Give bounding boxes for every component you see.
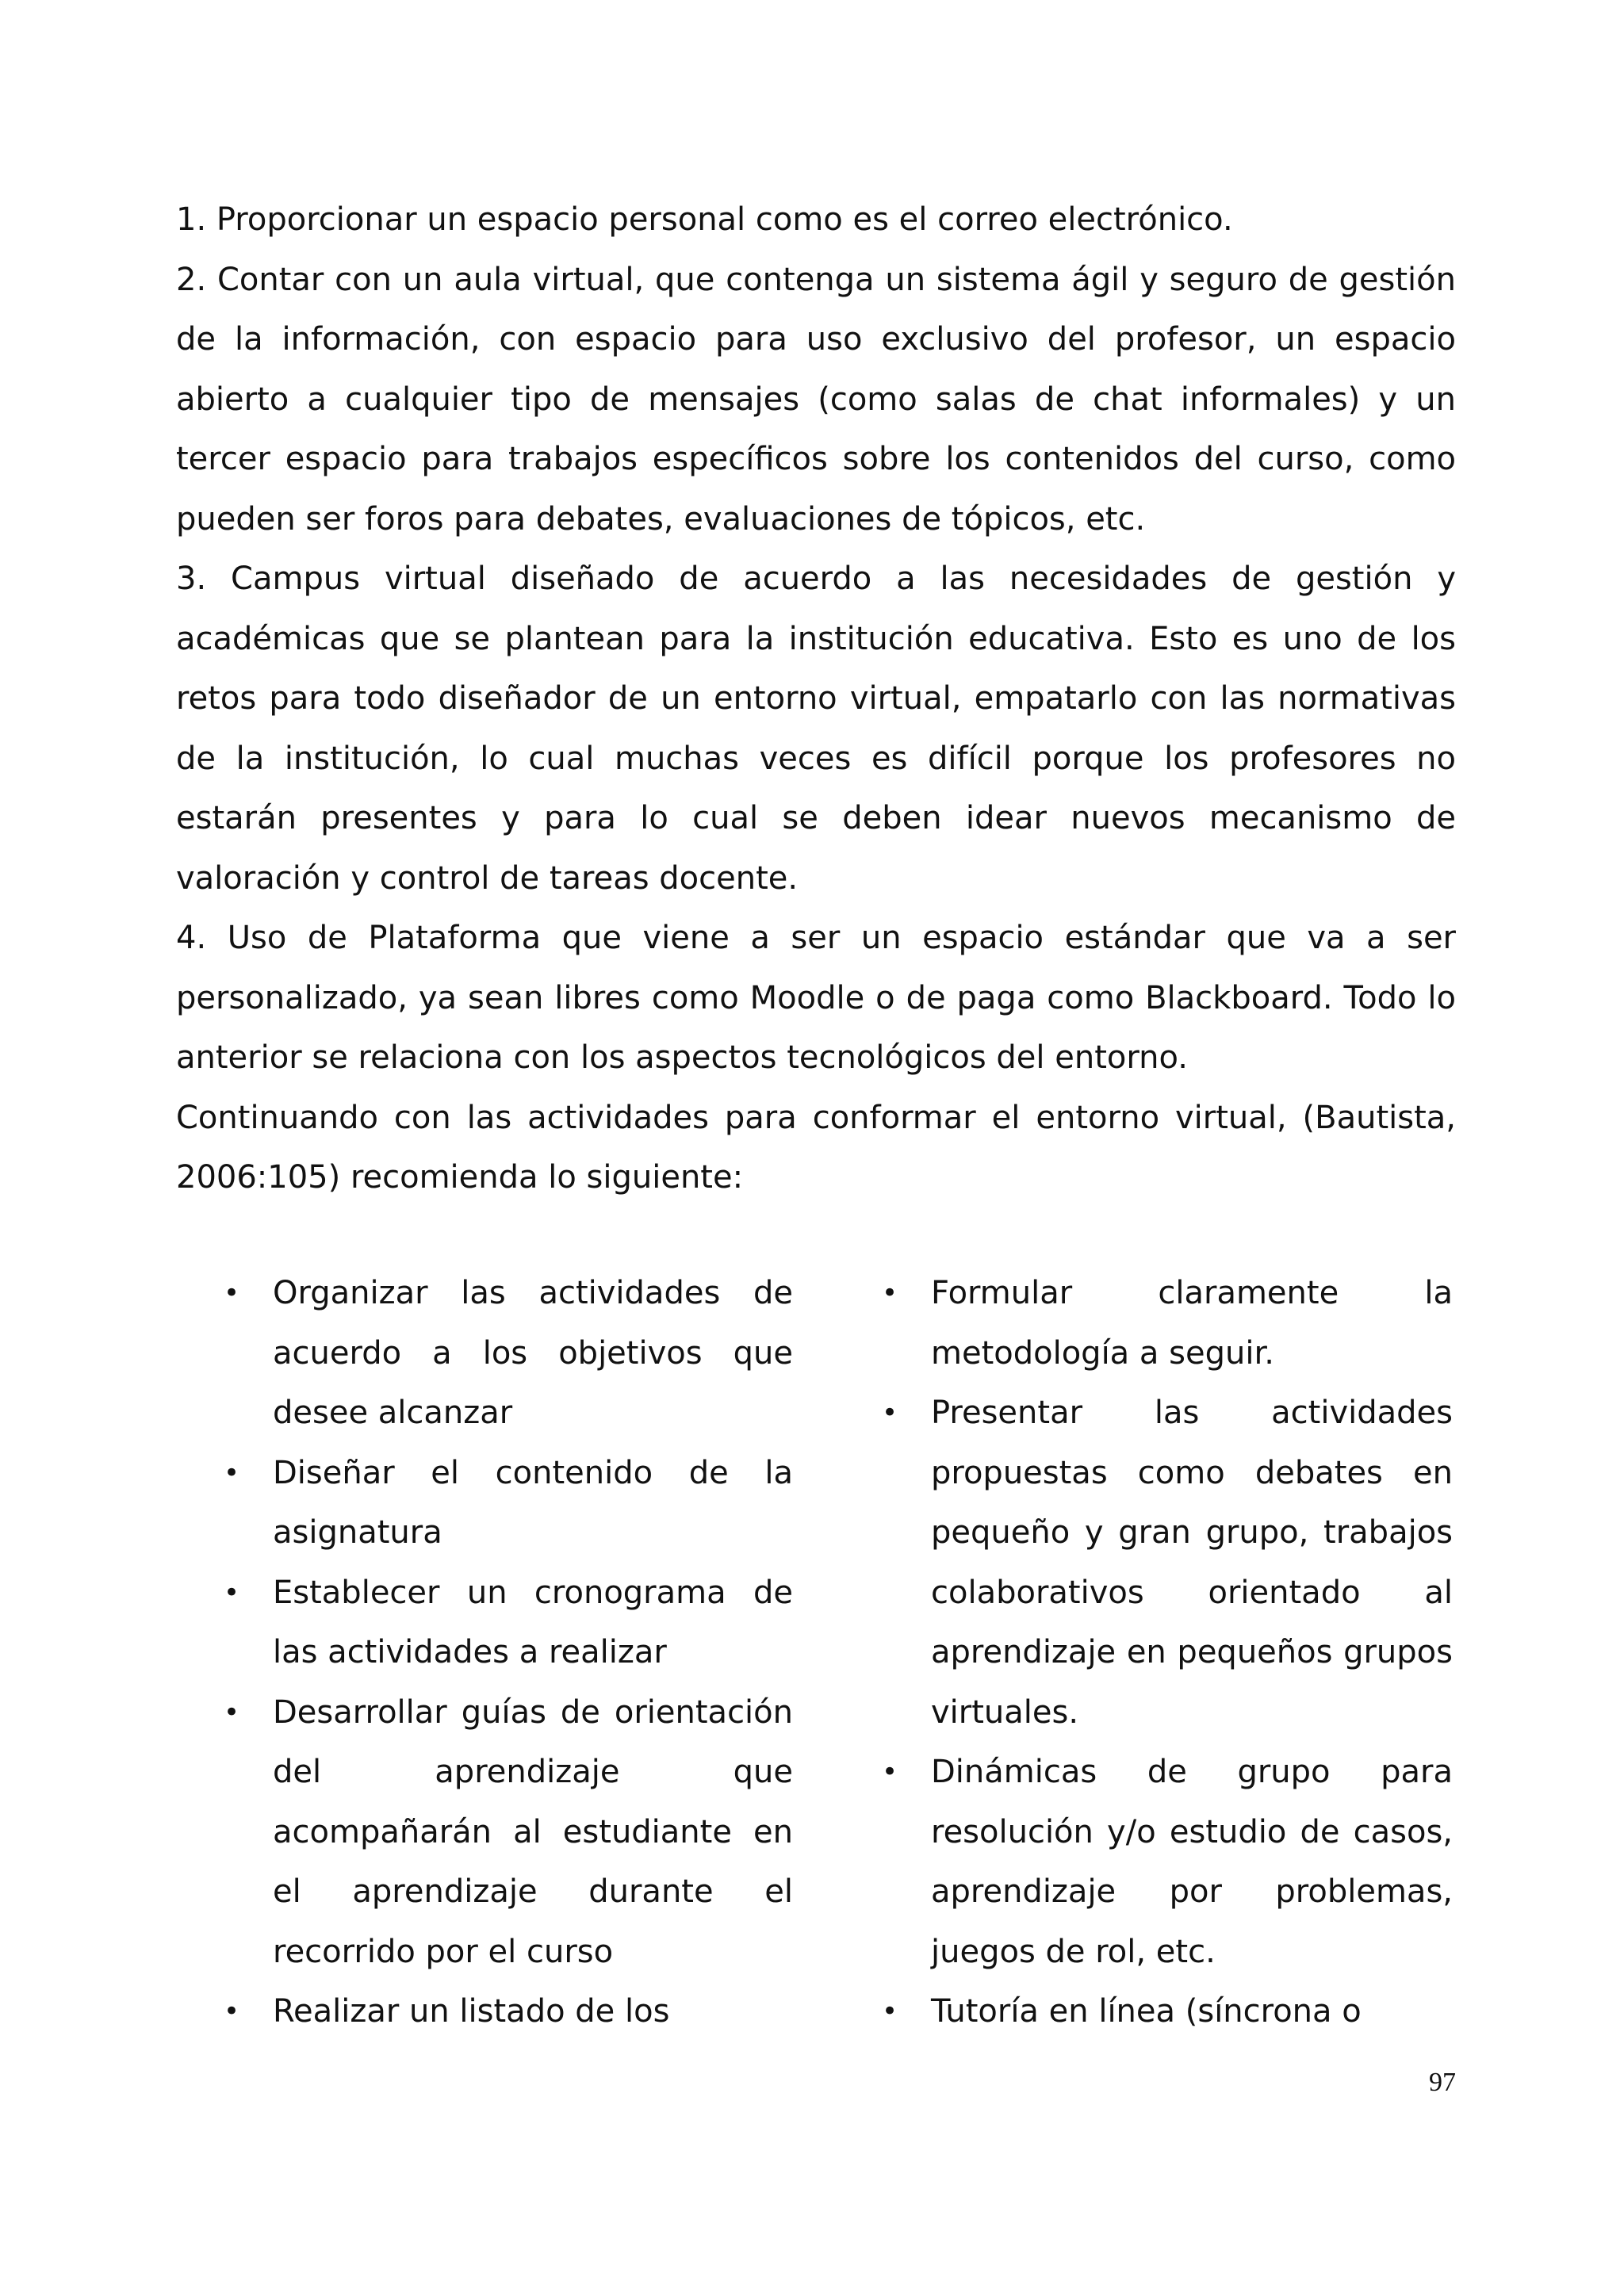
bullet-icon: • — [224, 1456, 240, 1489]
bullet-icon: • — [224, 1576, 240, 1609]
list-item-text: Establecer un cronograma de las actividades a realizar — [273, 1574, 793, 1670]
bullet-list-left — [216, 1264, 793, 2042]
bullet-column-right — [874, 1264, 1453, 2042]
bullet-icon: • — [882, 1756, 898, 1788]
list-item-text: Formular claramente la metodología a seguir. — [931, 1275, 1453, 1372]
list-item — [216, 1444, 793, 1563]
paragraph-item-3: 3. Campus virtual diseñado de acuerdo a las necesidades de gestión y académicas que se plantean para la institución educativa. Esto es uno de los retos para todo diseñador de un entorno virtual, empatarlo con las normativas de la institución, lo cual muchas veces es difícil porque los profesores no estarán presentes y para lo cual se deben idear nuevos mecanismo de valoración y control de tareas docente. — [176, 561, 1456, 897]
list-item-text: Desarrollar guías de orientación del aprendizaje que acompañarán al estudiante en el aprendizaje durante el recorrido por el curso — [273, 1693, 793, 1970]
list-item — [874, 1383, 1453, 1743]
list-item — [216, 1563, 793, 1683]
list-item — [874, 1982, 1453, 2042]
list-item-text: Organizar las actividades de acuerdo a los objetivos que desee alcanzar — [273, 1275, 793, 1431]
list-item-text: Diseñar el contenido de la asignatura — [273, 1454, 793, 1551]
paragraph-item-4: 4. Uso de Plataforma que viene a ser un espacio estándar que va a ser personalizado, ya sean libres como Moodle o de paga como Blackboard. Todo lo anterior se relaciona con los aspectos tecnológicos del entorno. — [176, 920, 1456, 1076]
list-item — [874, 1743, 1453, 1982]
paragraph-item-1: 1. Proporcionar un espacio personal como es el correo electrónico. — [176, 201, 1233, 238]
bullet-columns — [216, 1264, 1453, 2042]
list-item-text: Realizar un listado de los — [273, 1993, 670, 2030]
bullet-list-right — [874, 1264, 1453, 2042]
list-item — [216, 1982, 793, 2042]
list-item-text: Presentar las actividades propuestas como debates en pequeño y gran grupo, trabajos colaborativos orientado al aprendizaje en pequeños grupos virtuales. — [931, 1395, 1453, 1731]
list-item — [216, 1683, 793, 1983]
bullet-column-left — [216, 1264, 793, 2042]
bullet-icon: • — [882, 1996, 898, 2027]
list-item — [216, 1264, 793, 1444]
bullet-icon: • — [882, 1277, 898, 1309]
page-number: 97 — [1429, 2068, 1456, 2097]
bullet-icon: • — [224, 1277, 240, 1309]
list-item — [874, 1264, 1453, 1383]
body-text — [176, 190, 1456, 1208]
list-item-text: Tutoría en línea (síncrona o — [931, 1993, 1362, 2030]
paragraph-item-2: 2. Contar con un aula virtual, que contenga un sistema ágil y seguro de gestión de la información, con espacio para uso exclusivo del profesor, un espacio abierto a cualquier tipo de mensajes (como salas de chat informales) y un tercer espacio para trabajos específicos sobre los contenidos del curso, como pueden ser foros para debates, evaluaciones de tópicos, etc. — [176, 261, 1456, 538]
paragraph-intro-recommendations: Continuando con las actividades para conformar el entorno virtual, (Bautista, 2006:105) recomienda lo siguiente: — [176, 1099, 1456, 1196]
bullet-icon: • — [224, 1696, 240, 1728]
list-item-text: Dinámicas de grupo para resolución y/o estudio de casos, aprendizaje por problemas, juegos de rol, etc. — [931, 1754, 1453, 1970]
bullet-icon: • — [882, 1397, 898, 1429]
bullet-icon: • — [224, 1996, 240, 2027]
